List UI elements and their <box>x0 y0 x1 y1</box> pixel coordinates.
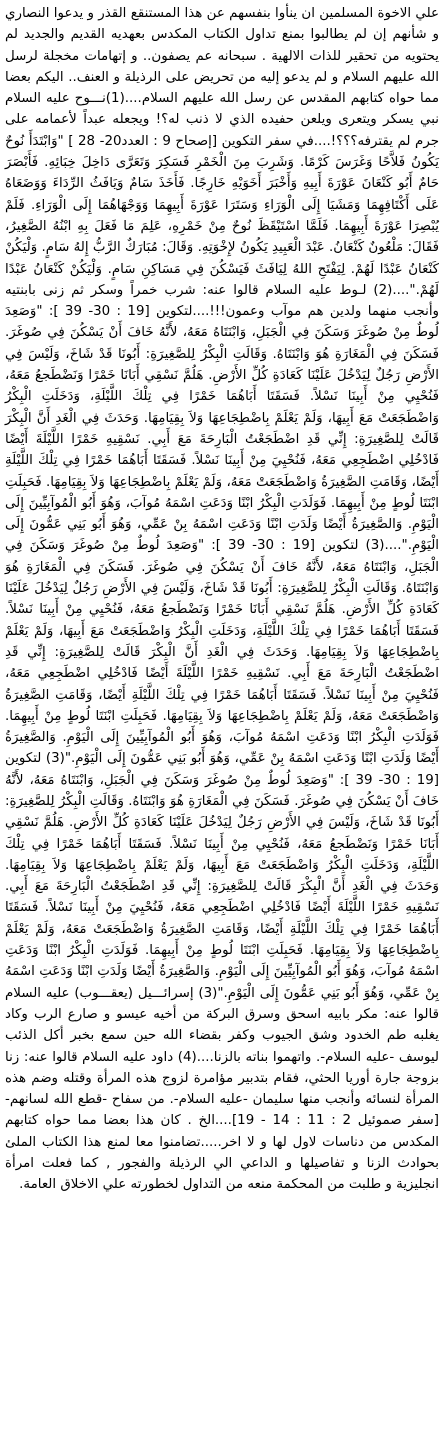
body-paragraph: علي الاخوة المسلمين ان ينأوا بنفسهم عن هذا المستنقع القذر و يدعوا النصاري و شأنهم إن لم يطالبوا بمنع تداول الكتاب المكدس بعهديه القديم والجديد لم يحتويه من تحقير للذات الالهية . سبحانه عم يصفون.. و إتهامات مخجلة لرسل الله عليهم السلام و لم يدعو إليه من تحريض على الرذيلة و العنف.. اليكم بعضا مما حواه كتابهم المقدس عن رسل الله عليهم السلام....(1)نـــوح عليه السلام نبي يسكر ويتعرى ويلعن حفيده الذي لا ذنب له؟! ويجعله عبداً لأعمامه على جرم لم يقترفه؟؟؟!....في سفر التكوين [إصحاح 9 : العدد20- 28 ] "وَابْتَدَأَ نُوحٌ يَكُونُ فَلاَّحًا وَغَرَسَ كَرْمًا. وَشَرِبَ مِنَ الْخَمْرِ فَسَكِرَ وَتَعَرَّى دَاخِلَ خِبَائِهِ. فَأَبْصَرَ حَامٌ أَبُو كَنْعَانَ عَوْرَةَ أَبِيهِ وَأَخْبَرَ أَخَوَيْهِ خَارِجًا. فَأَخَذَ سَامٌ وَيَافَثُ الرِّدَاءَ وَوَضَعَاهُ عَلَى أَكْتَافِهِمَا وَمَشَيَا إِلَى الْوَرَاءِ وَسَتَرَا عَوْرَةَ أَبِيهِمَا وَوَجْهَاهُمَا إِلَى الْوَرَاءِ. فَلَمْ يُبْصِرَا عَوْرَةَ أَبِيهِمَا. فَلَمَّا اسْتَيْقَظَ نُوحٌ مِنْ خَمْرِهِ، عَلِمَ مَا فَعَلَ بِهِ ابْنُهُ الصَّغِيرُ، فَقَالَ: مَلْعُونٌ كَنْعَانُ. عَبْدَ الْعَبِيدِ يَكُونُ لإِخْوَتِهِ. وَقَالَ: مُبَارَكٌ الرَّبُّ إِلهُ سَامٍ. وَلْيَكُنْ كَنْعَانُ عَبْدًا لَهُمْ. لِيَفْتَحِ اللهُ لِيَافَثَ فَيَسْكُنَ فِي مَسَاكِنِ سَامٍ. وَلْيَكُنْ كَنْعَانُ عَبْدًا لَهُمْ."....(2) لـوط عليه السلام قالوا عنه: شرب خمراً وسكر ثم زنى بابنتيه وأنجب منهما ولدين هم موآب وعمون!!!....لتكوين [19 : 30- 39 ]: "وَصَعِدَ لُوطٌ مِنْ صُوغَرَ وَسَكَنَ فِي الْجَبَلِ، وَابْنَتَاهُ مَعَهُ، لأَنَّهُ خَافَ أَنْ يَسْكُنَ فِي صُوغَرَ. فَسَكَنَ فِي الْمَغَارَةِ هُوَ وَابْنَتَاهُ. وَقَالَتِ الْبِكْرُ لِلصَّغِيرَةِ: أَبُونَا قَدْ شَاخَ، وَلَيْسَ فِي الأَرْضِ رَجُلٌ لِيَدْخُلَ عَلَيْنَا كَعَادَةِ كُلِّ الأَرْضِ. هَلُمَّ نَسْقِي أَبَانَا خَمْرًا وَنَضْطَجعُ مَعَهُ، فَنُحْيِي مِنْ أَبِينَا نَسْلاً. فَسَقَتَا أَبَاهُمَا خَمْرًا فِي تِلْكَ اللَّيْلَةِ، وَدَخَلَتِ الْبِكْرُ وَاضْطَجَعَتْ مَعَ أَبِيهَا، وَلَمْ يَعْلَمْ بِاضْطِجَاعِهَا وَلاَ بِقِيَامِهَا. وَحَدَثَ فِي الْغَدِ أَنَّ الْبِكْرَ قَالَتْ لِلصَّغِيرَةِ: إِنِّي قَدِ اضْطَجَعْتُ الْبَارِحَةَ مَعَ أَبِي. نَسْقِيهِ خَمْرًا اللَّيْلَةَ أَيْضًا فَادْخُلِي اضْطَجِعِي مَعَهُ، فَنُحْيِيَ مِنْ أَبِينَا نَسْلاً. فَسَقَتَا أَبَاهُمَا خَمْرًا فِي تِلْكَ اللَّيْلَةِ أَيْضًا، وَقَامَتِ الصَّغِيرَةُ وَاضْطَجَعَتْ مَعَهُ، وَلَمْ يَعْلَمْ بِاضْطِجَاعِهَا وَلاَ بِقِيَامِهَا. فَحَبِلَتِ ابْنَتَا لُوطٍ مِنْ أَبِيهِمَا. فَوَلَدَتِ الْبِكْرُ ابْنًا وَدَعَتِ اسْمَهُ مُوآبَ، وَهُوَ أَبُو الْمُوآبِيِّينَ إِلَى الْيَوْمِ. وَالصَّغِيرَةُ أَيْضًا وَلَدَتِ ابْنًا وَدَعَتِ اسْمَهُ بِنْ عَمِّي، وَهُوَ أَبُو بَنِي عَمُّونَ إِلَى الْيَوْمِ."....(3) لتكوين [19 : 30- 39 ]: "وَصَعِدَ لُوطٌ مِنْ صُوغَرَ وَسَكَنَ فِي الْجَبَلِ، وَابْنَتَاهُ مَعَهُ، لأَنَّهُ خَافَ أَنْ يَسْكُنَ فِي صُوغَرَ. فَسَكَنَ فِي الْمَغَارَةِ هُوَ وَابْنَتَاهُ. وَقَالَتِ الْبِكْرُ لِلصَّغِيرَةِ: أَبُونَا قَدْ شَاخَ، وَلَيْسَ فِي الأَرْضِ رَجُلٌ لِيَدْخُلَ عَلَيْنَا كَعَادَةِ كُلِّ الأَرْضِ. هَلُمَّ نَسْقِي أَبَانَا خَمْرًا وَنَضْطَجعُ مَعَهُ، فَنُحْيِي مِنْ أَبِينَا نَسْلاً. فَسَقَتَا أَبَاهُمَا خَمْرًا فِي تِلْكَ اللَّيْلَةِ، وَدَخَلَتِ الْبِكْرُ وَاضْطَجَعَتْ مَعَ أَبِيهَا، وَلَمْ يَعْلَمْ بِاضْطِجَاعِهَا وَلاَ بِقِيَامِهَا. وَحَدَثَ فِي الْغَدِ أَنَّ الْبِكْرَ قَالَتْ لِلصَّغِيرَةِ: إِنِّي قَدِ اضْطَجَعْتُ الْبَارِحَةَ مَعَ أَبِي. نَسْقِيهِ خَمْرًا اللَّيْلَةَ أَيْضًا فَادْخُلِي اضْطَجِعِي مَعَهُ، فَنُحْيِيَ مِنْ أَبِينَا نَسْلاً. فَسَقَتَا أَبَاهُمَا خَمْرًا فِي تِلْكَ اللَّيْلَةِ أَيْضًا، وَقَامَتِ الصَّغِيرَةُ وَاضْطَجَعَتْ مَعَهُ، وَلَمْ يَعْلَمْ بِاضْطِجَاعِهَا وَلاَ بِقِيَامِهَا. فَحَبِلَتِ ابْنَتَا لُوطٍ مِنْ أَبِيهِمَا. فَوَلَدَتِ الْبِكْرُ ابْنًا وَدَعَتِ اسْمَهُ مُوآبَ، وَهُوَ أَبُو الْمُوآبِيِّينَ إِلَى الْيَوْمِ. وَالصَّغِيرَةُ أَيْضًا وَلَدَتِ ابْنًا وَدَعَتِ اسْمَهُ بِنْ عَمِّي، وَهُوَ أَبُو بَنِي عَمُّونَ إِلَى الْيَوْمِ."(3) لتكوين [19 : 30- 39 ]: "وَصَعِدَ لُوطٌ مِنْ صُوغَرَ وَسَكَنَ فِي الْجَبَلِ، وَابْنَتَاهُ مَعَهُ، لأَنَّهُ خَافَ أَنْ يَسْكُنَ فِي صُوغَرَ. فَسَكَنَ فِي الْمَغَارَةِ هُوَ وَابْنَتَاهُ. وَقَالَتِ الْبِكْرُ لِلصَّغِيرَةِ: أَبُونَا قَدْ شَاخَ، وَلَيْسَ فِي الأَرْضِ رَجُلٌ لِيَدْخُلَ عَلَيْنَا كَعَادَةِ كُلِّ الأَرْضِ. هَلُمَّ نَسْقِي أَبَانَا خَمْرًا وَنَضْطَجعُ مَعَهُ، فَنُحْيِي مِنْ أَبِينَا نَسْلاً. فَسَقَتَا أَبَاهُمَا خَمْرًا فِي تِلْكَ اللَّيْلَةِ، وَدَخَلَتِ الْبِكْرُ وَاضْطَجَعَتْ مَعَ أَبِيهَا، وَلَمْ يَعْلَمْ بِاضْطِجَاعِهَا وَلاَ بِقِيَامِهَا. وَحَدَثَ فِي الْغَدِ أَنَّ الْبِكْرَ قَالَتْ لِلصَّغِيرَةِ: إِنِّي قَدِ اضْطَجَعْتُ الْبَارِحَةَ مَعَ أَبِي. نَسْقِيهِ خَمْرًا اللَّيْلَةَ أَيْضًا فَادْخُلِي اضْطَجِعِي مَعَهُ، فَنُحْيِيَ مِنْ أَبِينَا نَسْلاً. فَسَقَتَا أَبَاهُمَا خَمْرًا فِي تِلْكَ اللَّيْلَةِ أَيْضًا، وَقَامَتِ الصَّغِيرَةُ وَاضْطَجَعَتْ مَعَهُ، وَلَمْ يَعْلَمْ بِاضْطِجَاعِهَا وَلاَ بِقِيَامِهَا. فَحَبِلَتِ ابْنَتَا لُوطٍ مِنْ أَبِيهِمَا. فَوَلَدَتِ الْبِكْرُ ابْنًا وَدَعَتِ اسْمَهُ مُوآبَ، وَهُوَ أَبُو الْمُوآبِيِّينَ إِلَى الْيَوْمِ. وَالصَّغِيرَةُ أَيْضًا وَلَدَتِ ابْنًا وَدَعَتِ اسْمَهُ بِنْ عَمِّي، وَهُوَ أَبُو بَنِي عَمُّونَ إِلَى الْيَوْمِ."(3) إسرائـــيل (يعقـــوب) عليه السلام قالوا عنه: مكر بابيه اسحق وسرق البركة من أخيه عيسو و صارع الرب وكاد يغلبه طم الخدود وشق الجيوب وكفر بقضاء الله حين سمع بخبر أكل الذئب ليوسف -عليه السلام-. واتهموا بناته بالزنا....(4) داود عليه السلام قالوا عنه: زنا بزوجة جارة أوريا الحثي، فقام بتدبير مؤامرة لزوج هذه المرأة وقتله وضم هذه المرأة لنسائه وأنجب منها سليمان -عليه السلام-. من سفاح -قطع الله لسانهم- [سفر صموئيل 2 : 11 : 14 - 19]....الخ . كان هذا بعضا مما حواه كتابهم المكدس من دناسات لاول لها و لا اخر.....تضامنوا معا لمنع هذا الكتاب الملئ بحوادث الزنا و تفاصيلها و الداعي الي الرذيلة والفجور , كما فعلت امرأة انجليزية و طلبت من المحكمة منعه من التداول لخطورته علي الاخلاق العامة. <box>5 6 440 1193</box>
